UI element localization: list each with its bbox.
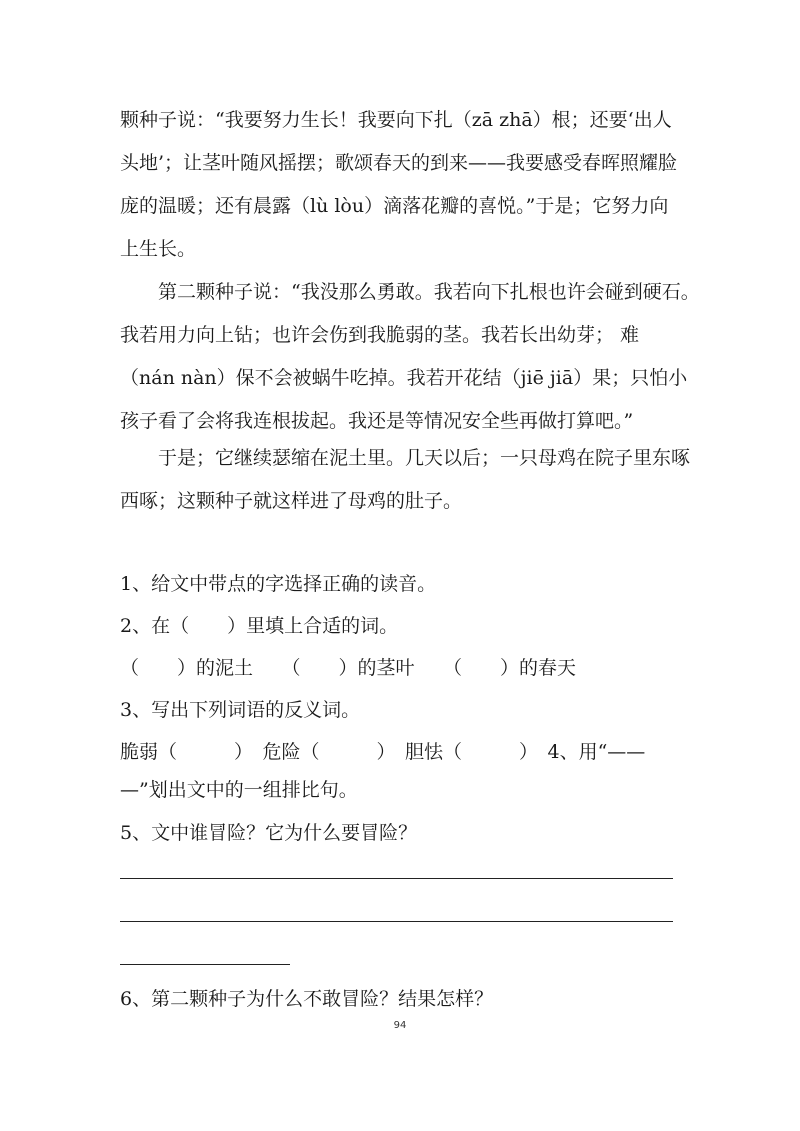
answer-line[interactable] [120, 878, 673, 879]
question-2-blanks: （ ）的泥土 （ ）的茎叶 （ ）的春天 [120, 657, 577, 679]
passage-line: 于是；它继续瑟缩在泥土里。几天以后；一只母鸡在院子里东啄 [158, 447, 691, 469]
question-5: 5、文中谁冒险？它为什么要冒险？ [120, 822, 418, 844]
passage-line: 我若用力向上钻；也许会伤到我脆弱的茎。我若长出幼芽； 难 [120, 324, 640, 346]
question-3: 3、写出下列词语的反义词。 [120, 699, 361, 721]
page-number: 94 [393, 1020, 407, 1031]
question-4-continued: —”划出文中的一组排比句。 [120, 779, 358, 801]
passage-line: 上生长。 [120, 238, 197, 260]
passage-line: 头地’；让茎叶随风摇摆；歌颂春天的到来——我要感受春晖照耀脸 [120, 152, 678, 174]
passage-line: 第二颗种子说：“我没那么勇敢。我若向下扎根也许会碰到硬石。 [158, 281, 700, 303]
question-6: 6、第二颗种子为什么不敢冒险？结果怎样？ [120, 988, 494, 1010]
question-2: 2、在（ ）里填上合适的词。 [120, 615, 399, 637]
answer-line[interactable] [120, 921, 673, 922]
passage-line: 西啄；这颗种子就这样进了母鸡的肚子。 [120, 490, 463, 512]
passage-line: （nán nàn）保不会被蜗牛吃掉。我若开花结（jiē jiā）果；只怕小 [120, 367, 688, 389]
question-3-words: 脆弱（ ） 危险（ ） 胆怯（ ） 4、用“—— [120, 741, 646, 763]
passage-line: 孩子看了会将我连根拔起。我还是等情况安全些再做打算吧。” [120, 410, 634, 432]
question-1: 1、给文中带点的字选择正确的读音。 [120, 573, 437, 595]
answer-line[interactable] [120, 964, 290, 965]
passage-line: 庞的温暖；还有晨露（lù lòu）滴落花瓣的喜悦。”于是；它努力向 [120, 195, 669, 217]
passage-line: 颗种子说：“我要努力生长！我要向下扎（zā zhā）根；还要‘出人 [120, 109, 672, 131]
